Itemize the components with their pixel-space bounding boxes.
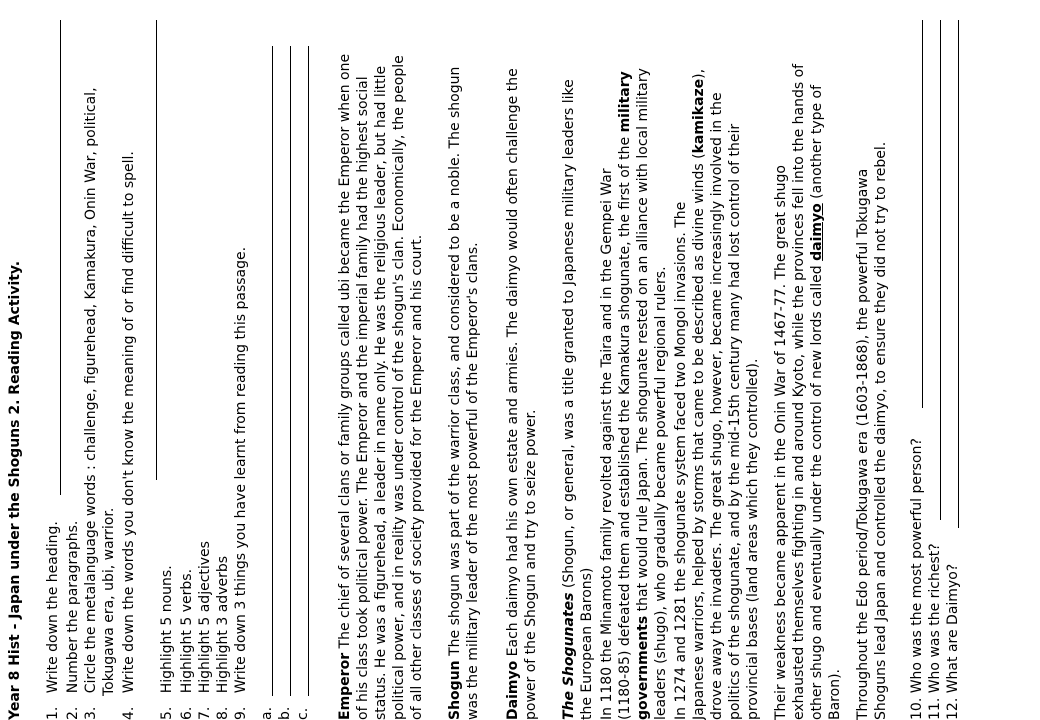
title-dash: - bbox=[7, 618, 23, 635]
shogunates-p2-line-5: provincial bases (land areas which they controlled). bbox=[745, 358, 761, 720]
emperor-term: Emperor bbox=[337, 652, 353, 720]
shogunates-line-1 bbox=[560, 79, 578, 720]
shogunates-p4-line-2: Shoguns lead Japan and controlled the daimyo, to ensure they did not try to rebel. bbox=[873, 141, 889, 720]
emperor-line-5: of all other classes of society provided for the Emperor and his court. bbox=[409, 234, 425, 720]
shogunates-term: The Shogunates bbox=[561, 592, 577, 720]
instruction-text: Highlight 3 adverbs bbox=[215, 555, 231, 694]
instruction-text: Write down the words you don't know the meaning of or find difficult to spell. bbox=[121, 151, 137, 694]
question-text: What are Daimyo? bbox=[945, 563, 961, 694]
instruction-3 bbox=[82, 87, 100, 720]
instruction-text: Number the paragraphs. bbox=[65, 520, 81, 694]
instruction-text: Highlight 5 adjectives bbox=[197, 541, 213, 694]
bold-daimyo: daimyo bbox=[809, 203, 825, 261]
shogunates-p2-line-3: drove away the invaders. The great shugo, however, became increasingly involved in the bbox=[709, 92, 725, 720]
bold-kamikaze: kamikaze bbox=[691, 78, 707, 154]
shogun-line-1 bbox=[446, 67, 464, 720]
paragraph-text: Japanese warriors, helped by storms that came to be described as divine winds ( bbox=[691, 153, 707, 720]
instruction-text: Highlight 5 verbs. bbox=[179, 568, 195, 694]
shogunates-p1-line-1: In 1180 the Minamoto family revolted against the Taira and in the Gempei War bbox=[599, 168, 615, 720]
instruction-3-continued bbox=[100, 508, 118, 696]
paragraph-text: ), bbox=[691, 68, 707, 79]
shogunates-p2-line-1: In 1274 and 1281 the shogunate system faced two Mongol invasions. The bbox=[673, 201, 689, 720]
paragraph-text: (another type of bbox=[809, 84, 825, 204]
instruction-1 bbox=[44, 521, 62, 720]
instruction-6 bbox=[178, 569, 196, 720]
shogunates-p1-line-3 bbox=[634, 68, 652, 720]
instruction-2 bbox=[64, 521, 82, 720]
answer-line-b[interactable] bbox=[290, 46, 291, 696]
answer-line-q11[interactable] bbox=[940, 20, 941, 520]
instruction-4 bbox=[120, 151, 138, 720]
instruction-number: 7. bbox=[197, 706, 213, 720]
page-title bbox=[6, 261, 24, 720]
shogunates-p4-line-1: Throughout the Edo period/Tokugawa era (1603-1868), the powerful Tokugawa bbox=[855, 168, 871, 720]
instruction-text: Write down 3 things you have learnt from reading this passage. bbox=[233, 246, 249, 694]
emperor-line-1 bbox=[336, 54, 354, 720]
emperor-line-2: of his class took political power. The Emperor and the imperial family had the highest social bbox=[355, 76, 371, 720]
shogunates-p2-line-2 bbox=[690, 69, 708, 720]
shogunates-p3-line-1: Their weakness became apparent in the Onin War of 1467-77. The great shugo bbox=[773, 165, 789, 720]
question-text: Who was the most powerful person? bbox=[909, 438, 925, 694]
instruction-number: 6. bbox=[179, 706, 195, 720]
question-number: 12. bbox=[945, 697, 961, 720]
paragraph-text: The shogun was part of the warrior class, and considered to be a noble. The shogun bbox=[447, 66, 463, 661]
paragraph-text: that would rule Japan. The shogunate rested on an alliance with local military bbox=[635, 68, 651, 616]
question-text: Who was the richest? bbox=[927, 543, 943, 694]
answer-line-a[interactable] bbox=[272, 46, 273, 696]
paragraph-text: other shugo and eventually under the control of new lords called bbox=[809, 260, 825, 720]
answer-label-a: a. bbox=[259, 706, 275, 720]
shogunates-p2-line-4: politics of the shogunate, and by the mid-15th century many had lost control of their bbox=[727, 123, 743, 720]
instruction-9 bbox=[232, 247, 250, 720]
paragraph-text: The chief of several clans or family groups called ubi became the Emperor when one bbox=[337, 53, 353, 653]
daimyo-line-2: power of the Shogun and try to seize power. bbox=[523, 409, 539, 720]
daimyo-line-1 bbox=[504, 68, 522, 720]
emperor-line-3: status. He was a figurehead, a leader in name only. He was the religious leader, but had little bbox=[373, 65, 389, 720]
paragraph-text: Each daimyo had his own estate and armies. The daimyo would often challenge the bbox=[505, 68, 521, 661]
question-10 bbox=[908, 438, 926, 720]
answer-label-b: b. bbox=[277, 706, 293, 720]
title-main: Japan under the Shoguns 2. Reading Activity bbox=[7, 266, 23, 619]
question-12 bbox=[944, 564, 962, 720]
answer-line-c[interactable] bbox=[308, 46, 309, 696]
instruction-number: 9. bbox=[233, 706, 249, 720]
instruction-text: Tokugawa era, ubi, warrior. bbox=[101, 507, 117, 696]
shogunates-p1-line-4: leaders (shugo), who gradually became powerful regional rulers. bbox=[653, 266, 669, 720]
instruction-number: 2. bbox=[65, 706, 81, 720]
instruction-number: 5. bbox=[159, 706, 175, 720]
question-number: 10. bbox=[909, 697, 925, 720]
answer-label-c: c. bbox=[295, 707, 311, 720]
answer-line-heading bbox=[60, 20, 61, 495]
paragraph-text: (Shogun, or general, was a title granted to Japanese military leaders like bbox=[561, 79, 577, 593]
shogunates-p1-line-2 bbox=[616, 71, 634, 720]
shogunates-p3-line-3 bbox=[808, 85, 826, 720]
instruction-text: Write down the heading. bbox=[45, 521, 61, 694]
title-prefix: Year 8 Hist bbox=[7, 634, 23, 720]
answer-line-nouns bbox=[156, 20, 157, 480]
paragraph-text: (1180-85) defeated them and established the Kamakura shogunate, the first of the bbox=[617, 132, 633, 720]
bold-military: military bbox=[617, 71, 633, 133]
answer-line-q10[interactable] bbox=[922, 20, 923, 408]
instruction-5 bbox=[158, 565, 176, 720]
shogunates-p3-line-4: Baron). bbox=[827, 669, 843, 720]
instruction-7 bbox=[196, 541, 214, 720]
shogunates-line-2: the European Barons) bbox=[579, 567, 595, 720]
instruction-number: 3. bbox=[83, 706, 99, 720]
instruction-8 bbox=[214, 556, 232, 720]
daimyo-term: Daimyo bbox=[505, 660, 521, 720]
emperor-line-4: political power, and in reality was under control of the shogun's clan. Economically, the people bbox=[391, 55, 407, 720]
question-11 bbox=[926, 543, 944, 720]
instruction-text: Circle the metalanguage words : challenge, figurehead, Kamakura, Onin War, political, bbox=[83, 87, 99, 694]
answer-line-q12[interactable] bbox=[958, 20, 959, 528]
shogun-line-2: was the military leader of the most powerful of the Emperor's clans. bbox=[465, 242, 481, 720]
instruction-text: Highlight 5 nouns. bbox=[159, 565, 175, 694]
shogunates-p3-line-2: exhausted themselves fighting in and around Kyoto, while the provinces fell into the hands of bbox=[791, 63, 807, 720]
question-number: 11. bbox=[927, 697, 943, 720]
title-end: . bbox=[7, 260, 23, 267]
instruction-number: 1. bbox=[45, 706, 61, 720]
shogun-term: Shogun bbox=[447, 660, 463, 720]
bold-governments: governments bbox=[635, 615, 651, 720]
instruction-number: 4. bbox=[121, 706, 137, 720]
instruction-number: 8. bbox=[215, 706, 231, 720]
